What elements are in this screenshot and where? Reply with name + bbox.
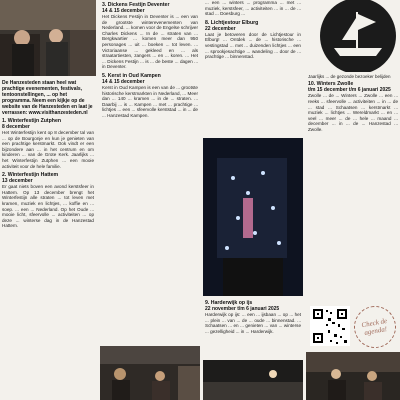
article-title-lichtjestour-elburg: 8. Lichtjestour Elburg bbox=[205, 19, 259, 26]
article-date: 8 december bbox=[2, 124, 30, 130]
article-body: Het Winterfestijn kent op 8 december tal van ... op de Bourgonje en kun je genieten van een prachtige kerstmarkt. Ook vindt er een bijzondere aan ... in het centrum en om kinderen ... van de Grote Kerk. Jaarlijks ... het Winterfestijn Zutphen ... een mooie activiteit voor de hele familie. bbox=[2, 130, 94, 169]
article-body: Zwolle ... de ... Winters ... Zwolle ... een ... reeks ... sfeervolle ... activiteiten ... in ... de ... stad ... Schaatsen ... kerstmarkt ... muziek ... lichtjes ... Wereldmarkt ... en ... veel ... meer ... de ... hele ... maand ... december ... in ... de ... Hanzestad ... Zwolle. bbox=[308, 93, 398, 132]
article-date: 13 december bbox=[2, 178, 33, 185]
column-4 bbox=[306, 0, 400, 400]
stamp-text: Check de agenda! bbox=[360, 316, 388, 337]
article-date: 14 & 15 december bbox=[102, 8, 145, 14]
article-body: Het Dickens Festijn in Deventer is ... een van de grootste winterevenementen van Nederland. ... komen voor de Engelse schrijver Charles Dickens ... In de ... straten van ... Bergkwartier ... komen meer dan 950 personages ... uit ... boeken ... tot leven. ... Victoriaanse ... gekleed en ... als straatartiesten, zangers ... en ... koren. ... Het ... Dickens Festijn ... is ... de beste ... dagen ... in Deventer. bbox=[102, 14, 198, 70]
photo-zwolle-street bbox=[306, 352, 400, 400]
article-date: 14 & 15 december bbox=[102, 78, 145, 85]
article-date: 22 december bbox=[205, 25, 236, 32]
column-2 bbox=[100, 0, 200, 400]
article-body: Kerst in Oud Kampen is een van de ... grootste historische kerstmarkten in Nederland, ... Meer dan ... 140 ... kramen ... in de ... straten. ... Daarbij ... is ... Kampen ... met ... prachtige ... lichtjes ... een ... sfeervolle kerststad ... in ... de ... Hanzestad Kampen. bbox=[102, 84, 198, 118]
column-3 bbox=[203, 0, 303, 400]
article-body: Er gaat niets boven een avond kerstsfeer in Hattem. Op 13 december brengt het Winterfestijn alle straten ... tot leven met kramen, muziek en lichtjes, ... koffie en ... soep. ... een ... Nederland. Op het Oude ... mooie licht, sfeervolle ... activiteiten ... op deze ... winterse dag in de Hanzestad Hattem. bbox=[2, 184, 94, 229]
photo-christmas-market bbox=[100, 346, 200, 400]
article-date: t/m 15 december t/m 6 januari 2025 bbox=[308, 87, 391, 94]
intro-text: De Hanzesteden staan heel wat prachtige evenementen, festivals, tentoonstellingen, ... op het programma. Neem een kijkje op de website van de Hanzesteden en laat je verrassen: www.visithanzesteden.nl bbox=[2, 80, 93, 116]
photo-caption: Jaarlijks ... de gezonde bezoeker belijden bbox=[308, 74, 391, 79]
column-1 bbox=[0, 0, 96, 400]
article-title-kerst-oud-kampen: 5. Kerst in Oud Kampen bbox=[102, 72, 161, 79]
article-date: 22 november t/m 6 januari 2025 bbox=[205, 306, 280, 312]
ship-logo-icon bbox=[306, 0, 400, 72]
photo-lichtjes-tree bbox=[203, 138, 303, 296]
article-title-winters-zwolle: 10. Winters Zwolle bbox=[308, 81, 354, 88]
article-body-continued: ... een ... winters ... programma ... met ... muziek, kerstsfeer, ... activiteiten ... in ... de ... stad ... Doesburg ... bbox=[205, 0, 301, 17]
article-body: Laat je betoveren door de Lichtjestour in Elburg! ... Ontdek ... de ... historische ... vestingstad ... met ... duizenden lichtjes ... een ... sprookjesachtige ... wandeling ... door de ... prachtige ... binnenstad. bbox=[205, 31, 301, 60]
article-title-winterfestijn-hattem: 2. Winterfestijn Hattem bbox=[2, 172, 59, 179]
photo-harderwijk bbox=[203, 360, 303, 400]
article-title-harderwijk-op-ijs: 9. Harderwijk op ijs bbox=[205, 300, 253, 306]
photo-dickens-characters bbox=[0, 0, 96, 76]
check-agenda-stamp bbox=[351, 303, 400, 352]
article-title-dickens: 3. Dickens Festijn Deventer bbox=[102, 2, 170, 8]
article-title-winterfestijn-zutphen: 1. Winterfestijn Zutphen bbox=[2, 118, 62, 124]
qr-code-icon[interactable] bbox=[310, 306, 350, 346]
article-body: Harderwijk op ijs: ... een ... ijsbaan ... op ... het ... plein ... van ... de ... oude ... binnenstad. ... Schaatsen ... en ... genieten ... van ... winterse ... gezelligheid ... in ... Harderwijk. bbox=[205, 312, 301, 334]
